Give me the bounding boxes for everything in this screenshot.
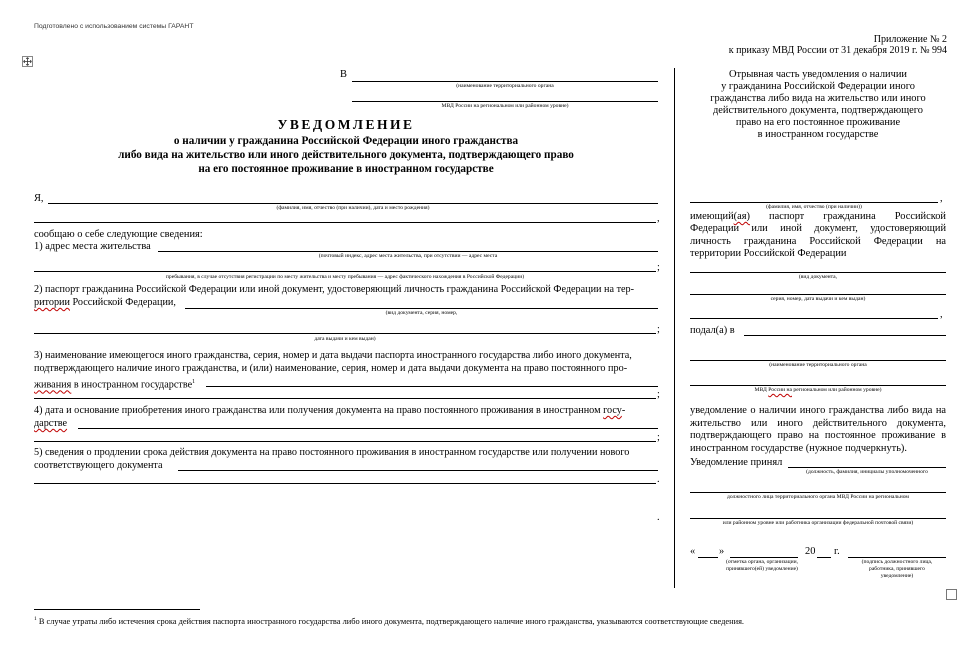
signature-line[interactable]	[848, 557, 946, 558]
tear-off-fio-caption: (фамилия, имя, отчество (при наличии))	[766, 204, 862, 210]
period: .	[657, 474, 660, 485]
notice-text: уведомление о наличии иного гражданства либо вида на жительство или иного действительного документа, подтверждающего право на постоянное проживание в иностранном государстве (нужное подчеркнуть).	[690, 405, 946, 454]
address-caption-2: пребывания, в случае отсутствия регистрации по месту жительства и месту пребывания — адрес фактического нахождения в Российской Федерации)	[165, 274, 525, 280]
mark-caption-2: принявшего(ей) уведомление)	[726, 566, 798, 572]
position-caption-1: (должность, фамилия, инициалы уполномоченного	[806, 469, 928, 475]
v-label: В	[340, 69, 347, 80]
document-subtitle-3: на его постоянное проживание в иностранном государстве	[198, 163, 494, 175]
signature-caption-3: уведомление)	[880, 573, 914, 579]
signature-caption-2: работника, принявшего	[869, 566, 925, 572]
item-2-rest: Российской Федерации,	[72, 297, 176, 308]
semicolon: ;	[657, 324, 660, 335]
item-4-line-2	[34, 418, 67, 430]
extension-line[interactable]	[178, 470, 658, 471]
position-caption-3: или районном уровне или работника организации федеральной почтовой связи)	[722, 520, 914, 526]
item-5-line-1: 5) сведения о продлении срока действия документа на право постоянного проживания в иностранном государстве или получении нового	[34, 447, 630, 458]
doc-issue-line[interactable]	[34, 333, 656, 334]
tear-off-title	[690, 69, 946, 141]
tear-off-doc-caption: (вид документа,	[798, 274, 838, 280]
item-4-line-1	[34, 405, 625, 417]
accepted-line[interactable]	[788, 467, 946, 468]
position-line-3[interactable]	[690, 518, 946, 519]
appendix-line-1: Приложение № 2	[873, 34, 947, 45]
item-1-label: 1) адрес места жительства	[34, 241, 151, 252]
doc-issue-caption: дата выдачи и кем выдан)	[314, 336, 376, 342]
territorial-organ-caption: (наименование территориального органа	[456, 83, 554, 89]
footnote-ref[interactable]: 1	[192, 379, 196, 385]
semicolon: ;	[657, 389, 660, 400]
submitted-label: подал(а) в	[690, 325, 735, 336]
item-3-line-1: 3) наименование имеющегося иного гражданства, серия, номер и дата выдачи паспорта иностранного государства либо иного документа,	[34, 350, 632, 361]
fio-line[interactable]	[48, 203, 658, 204]
item-2-underlined: ритории	[34, 297, 70, 308]
year-line[interactable]	[817, 557, 831, 558]
address-line-2[interactable]	[34, 271, 656, 272]
has-passport-a: имеющий	[690, 211, 734, 222]
mark-caption	[712, 559, 812, 573]
intro-text: сообщаю о себе следующие сведения:	[34, 229, 203, 240]
tear-off-divider	[674, 68, 675, 588]
month-line[interactable]	[730, 557, 798, 558]
mvd-line[interactable]	[690, 385, 946, 386]
item-3-underlined: живания	[34, 379, 72, 391]
tear-off-title-1: Отрывная часть уведомления о наличии	[729, 69, 907, 80]
has-passport-underlined: (ая)	[733, 211, 750, 222]
tear-off-issue-line-2[interactable]	[690, 318, 938, 319]
tear-off-title-5: право на его постоянное проживание	[735, 117, 901, 128]
mvd-level-line[interactable]	[352, 101, 658, 102]
item-3-line-2: подтверждающего наличие иного гражданства, и (или) наименование, серия, номер и дата выдачи документа на право постоянного про-	[34, 363, 628, 374]
ya-label: Я,	[34, 193, 44, 204]
doc-type-line[interactable]	[185, 308, 658, 309]
page-checkbox[interactable]	[946, 589, 957, 600]
semicolon: ;	[657, 262, 660, 273]
mvd-level-caption: МВД России на региональном или районном уровне)	[441, 103, 569, 109]
item-3-rest: в иностранном государстве	[73, 379, 193, 391]
item-5-line-2: соответствующего документа	[34, 460, 163, 471]
item-2-text-a: 2) паспорт гражданина Российской Федерации или иной документ, удостоверяющий личность гражданина Российской Федерации на тер-	[34, 284, 635, 295]
tear-off-title-2: у гражданина Российской Федерации иного	[721, 81, 915, 92]
acquisition-line[interactable]	[78, 428, 658, 429]
acquisition-line-2[interactable]	[34, 441, 656, 442]
appendix-line-2: к приказу МВД России от 31 декабря 2019 г. № 994	[728, 45, 947, 56]
quote-open: «	[690, 546, 696, 557]
fio-caption: (фамилия, имя, отчество (при наличии), дата и место рождения)	[276, 205, 430, 211]
year-suffix: г.	[834, 546, 840, 557]
position-line-2[interactable]	[690, 492, 946, 493]
footnote-text: В случае утраты либо истечения срока действия паспорта иностранного государства либо иного документа, подтверждающего наличие иного гражданства, указываются соответствующие сведения.	[38, 616, 745, 626]
mvd-caption-a: МВД	[754, 387, 767, 393]
tear-off-doc-line[interactable]	[690, 272, 946, 273]
position-caption-2: должностного лица территориального органа МВД России на региональном	[727, 494, 909, 500]
other-citizenship-line-2[interactable]	[34, 398, 656, 399]
document-subtitle-1: о наличии у гражданина Российской Федерации иного гражданства	[173, 135, 519, 147]
period: .	[657, 512, 660, 523]
territorial-organ-line[interactable]	[352, 81, 658, 82]
quote-close: »	[719, 546, 725, 557]
footnote-separator	[34, 609, 200, 610]
other-citizenship-line[interactable]	[206, 386, 658, 387]
semicolon: ;	[657, 432, 660, 443]
signature-caption	[848, 559, 946, 580]
comma: ,	[657, 213, 660, 224]
has-passport-text	[690, 211, 946, 261]
comma: ,	[940, 309, 943, 320]
tear-off-title-4: действительного документа, подтверждающего	[713, 105, 923, 116]
move-handle-icon[interactable]	[22, 56, 33, 67]
tear-off-fio-line[interactable]	[690, 202, 938, 203]
item-4-underlined-b: дарстве	[34, 418, 68, 429]
document-title: УВЕДОМЛЕНИЕ	[277, 117, 415, 132]
has-passport-b: паспорт гражданина Российской Федерации или иной документ, удостоверяющий личность гражданина Российской Федерации на территории Российской Федерации	[690, 211, 946, 260]
address-line-1[interactable]	[158, 251, 658, 252]
tear-off-issue-caption: серия, номер, дата выдачи и кем выдан)	[770, 296, 866, 302]
mark-caption-1: (отметка органа, организации,	[725, 559, 799, 565]
day-line[interactable]	[698, 557, 718, 558]
garant-note: Подготовлено с использованием системы ГАРАНТ	[34, 23, 194, 30]
comma: ,	[940, 193, 943, 204]
signature-caption-1: (подпись должностного лица,	[861, 559, 933, 565]
mvd-caption-b: региональном или районном уровне)	[793, 387, 882, 393]
item-3-line-3	[34, 376, 195, 391]
item-4-underlined-a: госу	[603, 405, 622, 416]
address-caption-1: (почтовый индекс, адрес места жительства, при отсутствии — адрес места	[318, 253, 498, 259]
item-4-hyphen: -	[621, 405, 626, 416]
doc-type-caption: (вид документа, серия, номер,	[385, 310, 458, 316]
mvd-caption-underlined: России на	[768, 387, 792, 393]
tear-off-title-3: гражданства либо вида на жительство или иного	[710, 93, 926, 104]
accepted-label: Уведомление принял	[690, 457, 783, 468]
document-subtitle-2: либо вида на жительство или иного действительного документа, подтверждающего право	[118, 149, 574, 161]
tear-off-title-6: в иностранном государстве	[757, 129, 879, 140]
mvd-caption	[690, 387, 946, 394]
year-prefix: 20	[805, 546, 816, 557]
organ-line[interactable]	[690, 360, 946, 361]
tear-off-issue-line[interactable]	[690, 294, 946, 295]
footnote	[34, 614, 744, 627]
item-2-text-b	[34, 297, 176, 309]
submitted-line[interactable]	[744, 335, 946, 336]
footnote-mark: 1	[34, 616, 37, 622]
extension-line-2[interactable]	[34, 483, 656, 484]
item-4-text: 4) дата и основание приобретения иного гражданства или получения документа на право постоянного проживания в иностранном	[34, 405, 601, 416]
fio-line-2[interactable]	[34, 222, 656, 223]
organ-caption: (наименование территориального органа	[769, 362, 867, 368]
